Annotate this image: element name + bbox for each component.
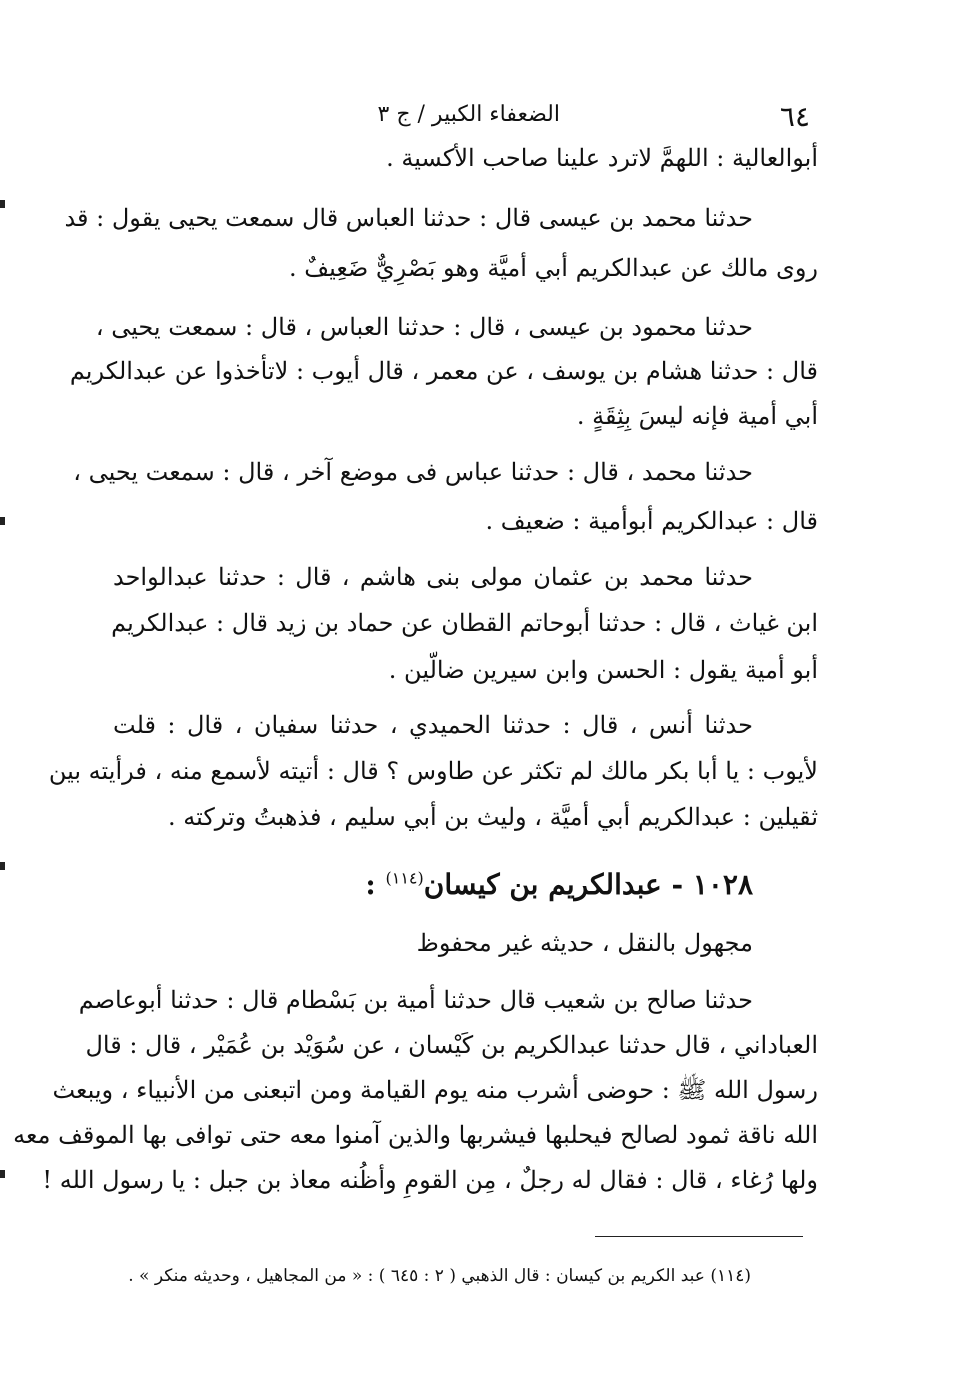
text-line: رسول الله ﷺ : حوضى أشرب منه يوم القيامة ومن اتبعنى من الأنبياء ، ويبعث [52, 1076, 818, 1104]
text-line: حدثنا محمد بن عيسى قال : حدثنا العباس قال سمعت يحيى يقول : قد [64, 204, 753, 232]
text-line: مجهول بالنقل ، حديثه غير محفوظ [416, 929, 753, 957]
footnote: (١١٤) عبد الكريم بن كيسان : قال الذهبي ( ٢ : ٦٤٥ ) : « من المجاهيل ، وحديثه منكر » . [128, 1266, 751, 1286]
text-line: قال : حدثنا هشام بن يوسف ، عن معمر ، قال أيوب : لاتأخذوا عن عبدالكريم [69, 357, 818, 385]
text-line: لأيوب : يا أبا بكر مالك لم تكثر عن طاوس ؟ قال : أتيته لأسمع منه ، فرأيته بين [48, 757, 818, 785]
margin-mark [0, 517, 5, 525]
margin-mark [0, 1170, 5, 1178]
margin-mark [0, 200, 5, 208]
text-line: حدثنا محمد بن عثمان مولى بنى هاشم ، قال : حدثنا عبدالواحد [113, 563, 753, 591]
text-line: ثقيلين : عبدالكريم أبي أميَّة ، وليث بن أبي سليم ، فذهبتُ وتركته . [167, 803, 818, 831]
text-line: الله ناقة ثمود لصالح فيحلبها فيشربها والذين آمنوا معه حتى توافى بها الموقف معه [13, 1121, 818, 1149]
footnote-separator [595, 1236, 803, 1237]
running-title: الضعفاء الكبير / ج ٣ [377, 102, 560, 127]
text-line: العباداني ، قال حدثنا عبدالكريم بن كَيْسان ، عن سُوَيْد بن عُمَيْر ، قال : قال [85, 1031, 818, 1059]
page-number: ٦٤ [779, 100, 810, 133]
text-line: روى مالك عن عبدالكريم أبي أميَّة وهو بَصْرِيٌّ ضَعِيفٌ . [288, 254, 818, 282]
entry-heading [365, 868, 753, 901]
text-line: حدثنا صالح بن شعيب قال حدثنا أمية بن بَسْطام قال : حدثنا أبوعاصم [78, 986, 753, 1014]
page-header [110, 100, 810, 140]
text-line: حدثنا محمود بن عيسى ، قال : حدثنا العباس ، قال : سمعت يحيى ، [95, 313, 753, 341]
text-line: أبوالعالية : اللهمَّ لاترد علينا صاحب الأكسية . [386, 144, 818, 172]
entry-title: ١٠٢٨ - عبدالكريم بن كيسان [423, 868, 753, 901]
text-line: أبو أمية يقول : الحسن وابن سيرين ضالّين . [388, 656, 818, 684]
margin-mark [0, 862, 5, 870]
text-line: أبي أمية فإنه ليسَ بِثِقَةٍ . [576, 402, 818, 430]
text-line: حدثنا محمد ، قال : حدثنا عباس فى موضع آخر ، قال : سمعت يحيى ، [73, 458, 753, 486]
entry-title-suffix: : [365, 868, 386, 901]
text-line: ابن غياث ، قال : حدثنا أبوحاتم القطان عن حماد بن زيد قال : عبدالكريم [111, 609, 818, 637]
text-line: قال : عبدالكريم أبوأمية : ضعيف . [485, 507, 818, 535]
footnote-reference: (١١٤) [385, 868, 424, 888]
text-line: ولها رُغاء ، قال : فقال له رجلٌ ، مِن القومِ وأظُنه معاذ بن جبل : يا رسول الله ! [42, 1166, 818, 1194]
text-line: حدثنا أنس ، قال : حدثنا الحميدي ، حدثنا سفيان ، قال : قلت [113, 711, 753, 739]
